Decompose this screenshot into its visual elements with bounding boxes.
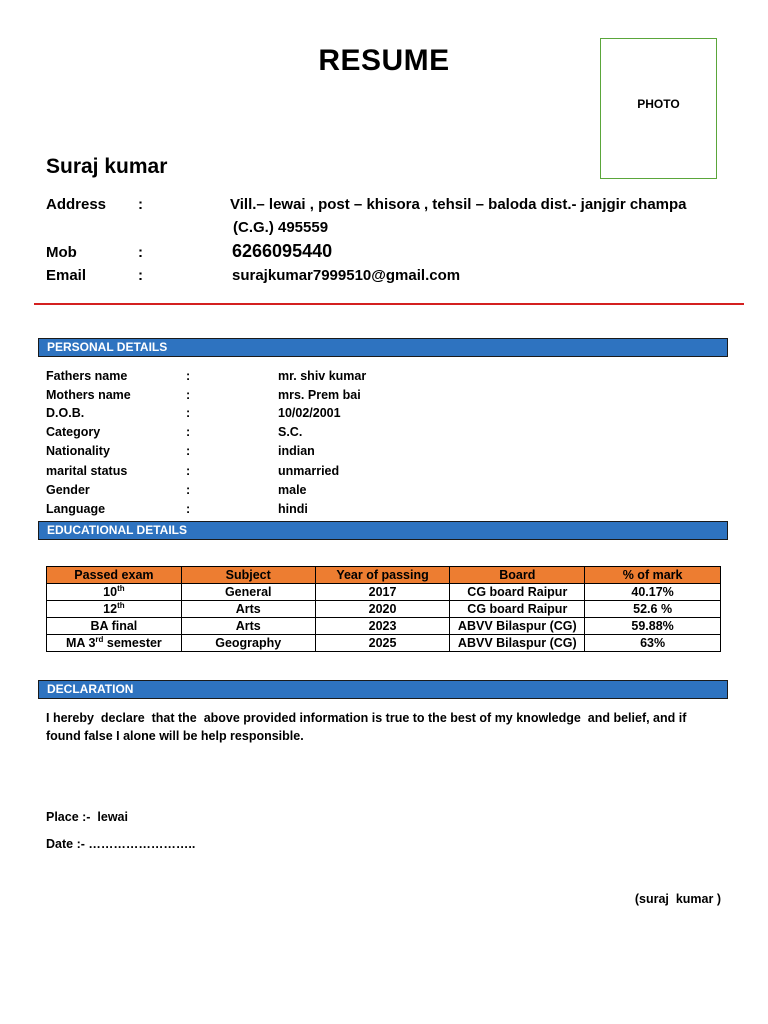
year-cell: 2020 <box>315 601 450 618</box>
column-header: Board <box>450 567 585 584</box>
board-cell: ABVV Bilaspur (CG) <box>450 635 585 652</box>
table-row <box>47 618 721 635</box>
mark-cell: 52.6 % <box>585 601 721 618</box>
header-divider <box>34 303 744 305</box>
mob-label: Mob <box>46 244 77 261</box>
mark-cell: 40.17% <box>585 584 721 601</box>
mark-cell: 63% <box>585 635 721 652</box>
board-cell: CG board Raipur <box>450 584 585 601</box>
year-cell: 2025 <box>315 635 450 652</box>
exam-cell: 10th <box>47 584 182 601</box>
personal-row <box>46 406 726 425</box>
column-header: Subject <box>181 567 315 584</box>
personal-label: D.O.B. <box>46 406 85 420</box>
address-line-1: Vill.– lewai , post – khisora , tehsil – baloda dist.- janjgir champa <box>230 196 687 213</box>
column-header: Passed exam <box>47 567 182 584</box>
personal-row <box>46 425 726 444</box>
personal-label: Mothers name <box>46 388 131 402</box>
table-header-row <box>47 567 721 584</box>
personal-row <box>46 483 726 502</box>
applicant-name: Suraj kumar <box>46 155 168 178</box>
personal-label: Nationality <box>46 444 110 458</box>
column-header: Year of passing <box>315 567 450 584</box>
mob-value: 6266095440 <box>232 241 333 261</box>
personal-value: 10/02/2001 <box>278 406 341 420</box>
personal-value: S.C. <box>278 425 303 439</box>
date: Date :- …………………….. <box>46 837 196 851</box>
personal-row <box>46 444 726 463</box>
declaration-line-1: I hereby declare that the above provided information is true to the best of my knowledge and belief, and if <box>46 711 687 725</box>
mark-cell: 59.88% <box>585 618 721 635</box>
personal-value: male <box>278 483 307 497</box>
exam-cell: BA final <box>47 618 182 635</box>
exam-cell: 12th <box>47 601 182 618</box>
personal-label: marital status <box>46 464 128 478</box>
personal-value: mr. shiv kumar <box>278 369 367 383</box>
personal-colon: : <box>186 369 191 383</box>
personal-row <box>46 369 726 388</box>
educational-details-heading: EDUCATIONAL DETAILS <box>38 521 728 540</box>
personal-label: Fathers name <box>46 369 128 383</box>
email-label: Email <box>46 267 87 284</box>
board-cell: ABVV Bilaspur (CG) <box>450 618 585 635</box>
table-row <box>47 601 721 618</box>
board-cell: CG board Raipur <box>450 601 585 618</box>
personal-colon: : <box>186 483 191 497</box>
personal-value: hindi <box>278 502 308 516</box>
table-row <box>47 635 721 652</box>
year-cell: 2023 <box>315 618 450 635</box>
personal-value: mrs. Prem bai <box>278 388 361 402</box>
personal-label: Category <box>46 425 101 439</box>
personal-colon: : <box>186 406 191 420</box>
personal-colon: : <box>186 425 191 439</box>
personal-row <box>46 464 726 483</box>
declaration-line-2: found false I alone will be help responsible. <box>46 729 304 743</box>
personal-row <box>46 388 726 407</box>
personal-value: unmarried <box>278 464 340 478</box>
signature: (suraj kumar ) <box>634 892 721 906</box>
declaration-text <box>46 709 726 745</box>
personal-colon: : <box>186 388 191 402</box>
year-cell: 2017 <box>315 584 450 601</box>
personal-colon: : <box>186 444 191 458</box>
resume-title: RESUME <box>318 44 450 77</box>
email-colon: : <box>138 267 143 284</box>
email-value: surajkumar7999510@gmail.com <box>232 267 461 284</box>
column-header: % of mark <box>585 567 721 584</box>
education-table <box>46 566 721 652</box>
subject-cell: Geography <box>181 635 315 652</box>
table-row <box>47 584 721 601</box>
subject-cell: Arts <box>181 601 315 618</box>
address-colon: : <box>138 196 143 213</box>
personal-label: Gender <box>46 483 90 497</box>
photo-label: PHOTO <box>637 97 680 111</box>
address-label: Address <box>46 196 107 213</box>
address-line-2: (C.G.) 495559 <box>233 219 329 236</box>
mob-colon: : <box>138 244 143 261</box>
personal-details-heading: PERSONAL DETAILS <box>38 338 728 357</box>
declaration-heading: DECLARATION <box>38 680 728 699</box>
personal-value: indian <box>278 444 315 458</box>
personal-label: Language <box>46 502 106 516</box>
exam-cell: MA 3rd semester <box>47 635 182 652</box>
subject-cell: General <box>181 584 315 601</box>
subject-cell: Arts <box>181 618 315 635</box>
personal-colon: : <box>186 502 191 516</box>
photo-placeholder <box>600 38 717 179</box>
personal-colon: : <box>186 464 191 478</box>
place: Place :- lewai <box>46 810 128 824</box>
personal-row <box>46 502 726 521</box>
